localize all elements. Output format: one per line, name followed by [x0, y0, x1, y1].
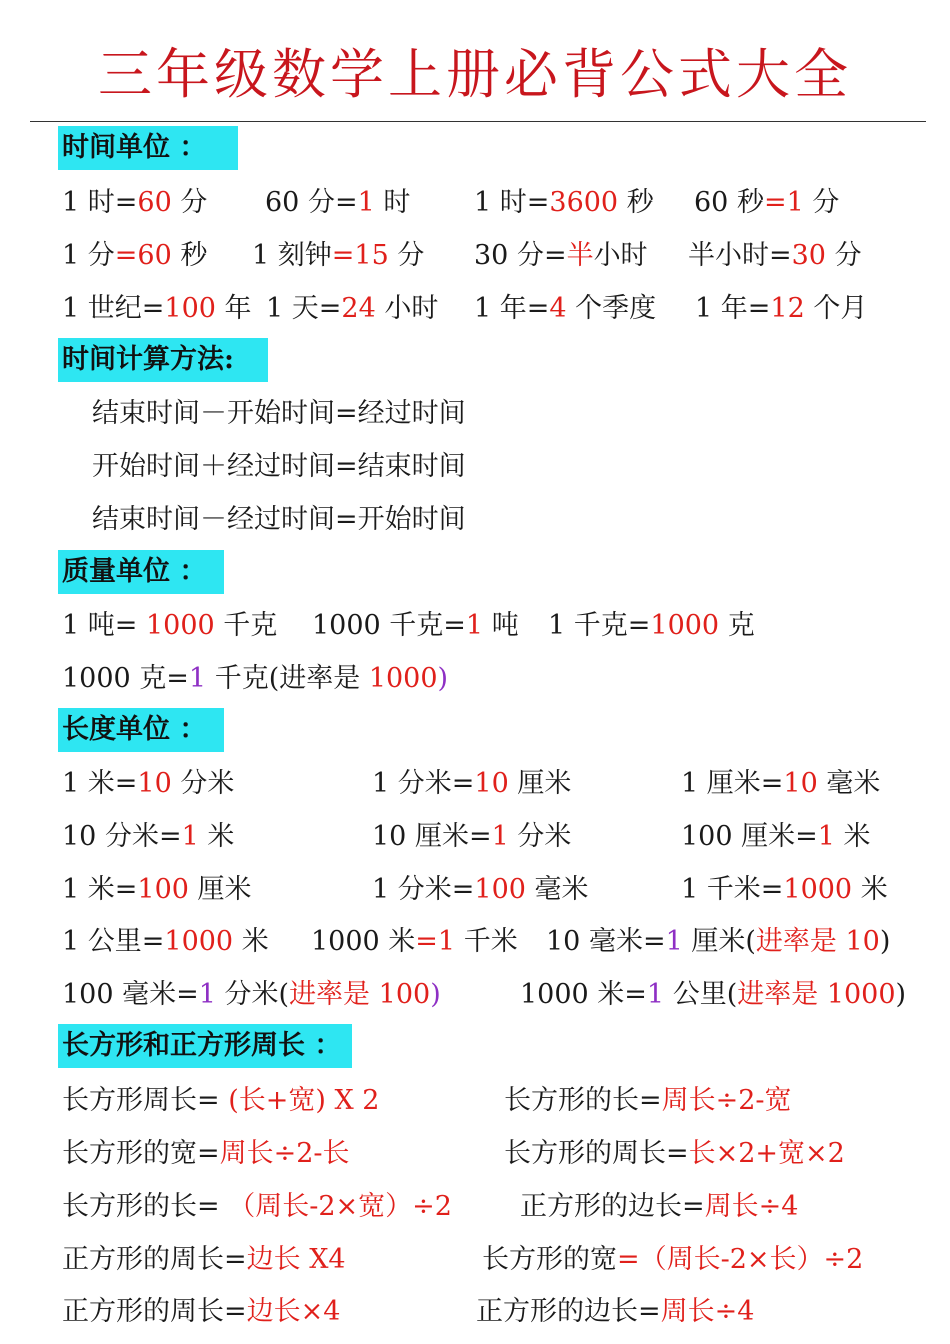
- formula: 1 吨= 1000 千克: [62, 610, 278, 641]
- formula: 1 米=100 厘米: [62, 874, 252, 905]
- formula: 1000 米=1 千米: [311, 926, 518, 957]
- time-calc-line: [0, 500, 950, 540]
- formula: 1 刻钟=15 分: [252, 240, 425, 271]
- heading-mass-units: 质量单位 ：: [58, 550, 224, 594]
- page-title: 三年级数学上册必背公式大全: [98, 43, 852, 106]
- formula: 1 公里=1000 米: [62, 926, 269, 957]
- formula: 1 时=60 分: [62, 187, 208, 218]
- formula: 1000 米=1 公里(进率是 1000): [520, 979, 907, 1010]
- formula: 正方形的周长=边长 X4: [62, 1244, 346, 1275]
- formula: 开始时间＋经过时间=结束时间: [92, 451, 466, 482]
- heading-time-units: 时间单位 ：: [58, 126, 238, 170]
- formula: 1 千克=1000 克: [548, 610, 755, 641]
- formula: 结束时间－开始时间=经过时间: [92, 398, 466, 429]
- formula: 长方形的宽=周长÷2-长: [62, 1138, 350, 1169]
- formula: 1 千米=1000 米: [681, 874, 888, 905]
- formula: 100 厘米=1 米: [681, 821, 871, 852]
- length-units-row-4: [0, 922, 950, 962]
- time-calc-line: [0, 447, 950, 487]
- length-units-row-5: [0, 975, 950, 1015]
- formula: 60 分=1 时: [265, 187, 411, 218]
- formula: 1000 千克=1 吨: [312, 610, 519, 641]
- length-units-row-2: [0, 817, 950, 857]
- formula: 1 分米=100 毫米: [372, 874, 589, 905]
- formula: 1 厘米=10 毫米: [681, 768, 881, 799]
- formula: 100 毫米=1 分米(进率是 100): [62, 979, 441, 1010]
- time-units-row-1: [0, 183, 950, 223]
- formula: 1 分米=10 厘米: [372, 768, 572, 799]
- formula: 1 年=4 个季度: [474, 293, 657, 324]
- formula: 正方形的边长=周长÷4: [476, 1296, 755, 1327]
- formula: 1 时=3600 秒: [474, 187, 654, 218]
- heading-perimeter: 长方形和正方形周长 ：: [58, 1024, 352, 1068]
- mass-units-row-2: [0, 659, 950, 699]
- formula: 长方形的长= （周长-2×宽）÷2: [62, 1191, 452, 1222]
- formula: 1 米=10 分米: [62, 768, 235, 799]
- formula: 1 分=60 秒: [62, 240, 208, 271]
- formula: 1 天=24 小时: [266, 293, 439, 324]
- formula: 10 毫米=1 厘米(进率是 10): [546, 926, 891, 957]
- formula: 60 秒=1 分: [694, 187, 840, 218]
- time-units-row-2: [0, 236, 950, 276]
- length-units-row-1: [0, 764, 950, 804]
- mass-units-row-1: [0, 606, 950, 646]
- formula: 半小时=30 分: [688, 240, 862, 271]
- formula: 长方形的宽=（周长-2×长）÷2: [482, 1244, 864, 1275]
- time-calc-line: [0, 394, 950, 434]
- perimeter-row-3: [0, 1187, 950, 1227]
- formula: 结束时间－经过时间=开始时间: [92, 504, 466, 535]
- formula: 1 年=12 个月: [695, 293, 868, 324]
- formula: 1000 克=1 千克(进率是 1000): [62, 663, 449, 694]
- heading-time-calc: 时间计算方法:: [58, 338, 268, 382]
- formula: 长方形的长=周长÷2-宽: [504, 1085, 792, 1116]
- formula: 正方形的周长=边长×4: [62, 1296, 341, 1327]
- formula: 1 世纪=100 年: [62, 293, 252, 324]
- perimeter-row-2: [0, 1134, 950, 1174]
- formula: 长方形周长= (长+宽) X 2: [62, 1085, 380, 1116]
- perimeter-row-1: [0, 1081, 950, 1121]
- title-divider: [30, 121, 926, 122]
- formula: 10 厘米=1 分米: [372, 821, 572, 852]
- formula: 10 分米=1 米: [62, 821, 235, 852]
- perimeter-row-5: [0, 1292, 950, 1332]
- formula: 长方形的周长=长×2+宽×2: [504, 1138, 845, 1169]
- formula: 正方形的边长=周长÷4: [520, 1191, 799, 1222]
- length-units-row-3: [0, 870, 950, 910]
- formula: 30 分=半小时: [474, 240, 648, 271]
- perimeter-row-4: [0, 1240, 950, 1280]
- heading-length-units: 长度单位 ：: [58, 708, 224, 752]
- time-units-row-3: [0, 289, 950, 329]
